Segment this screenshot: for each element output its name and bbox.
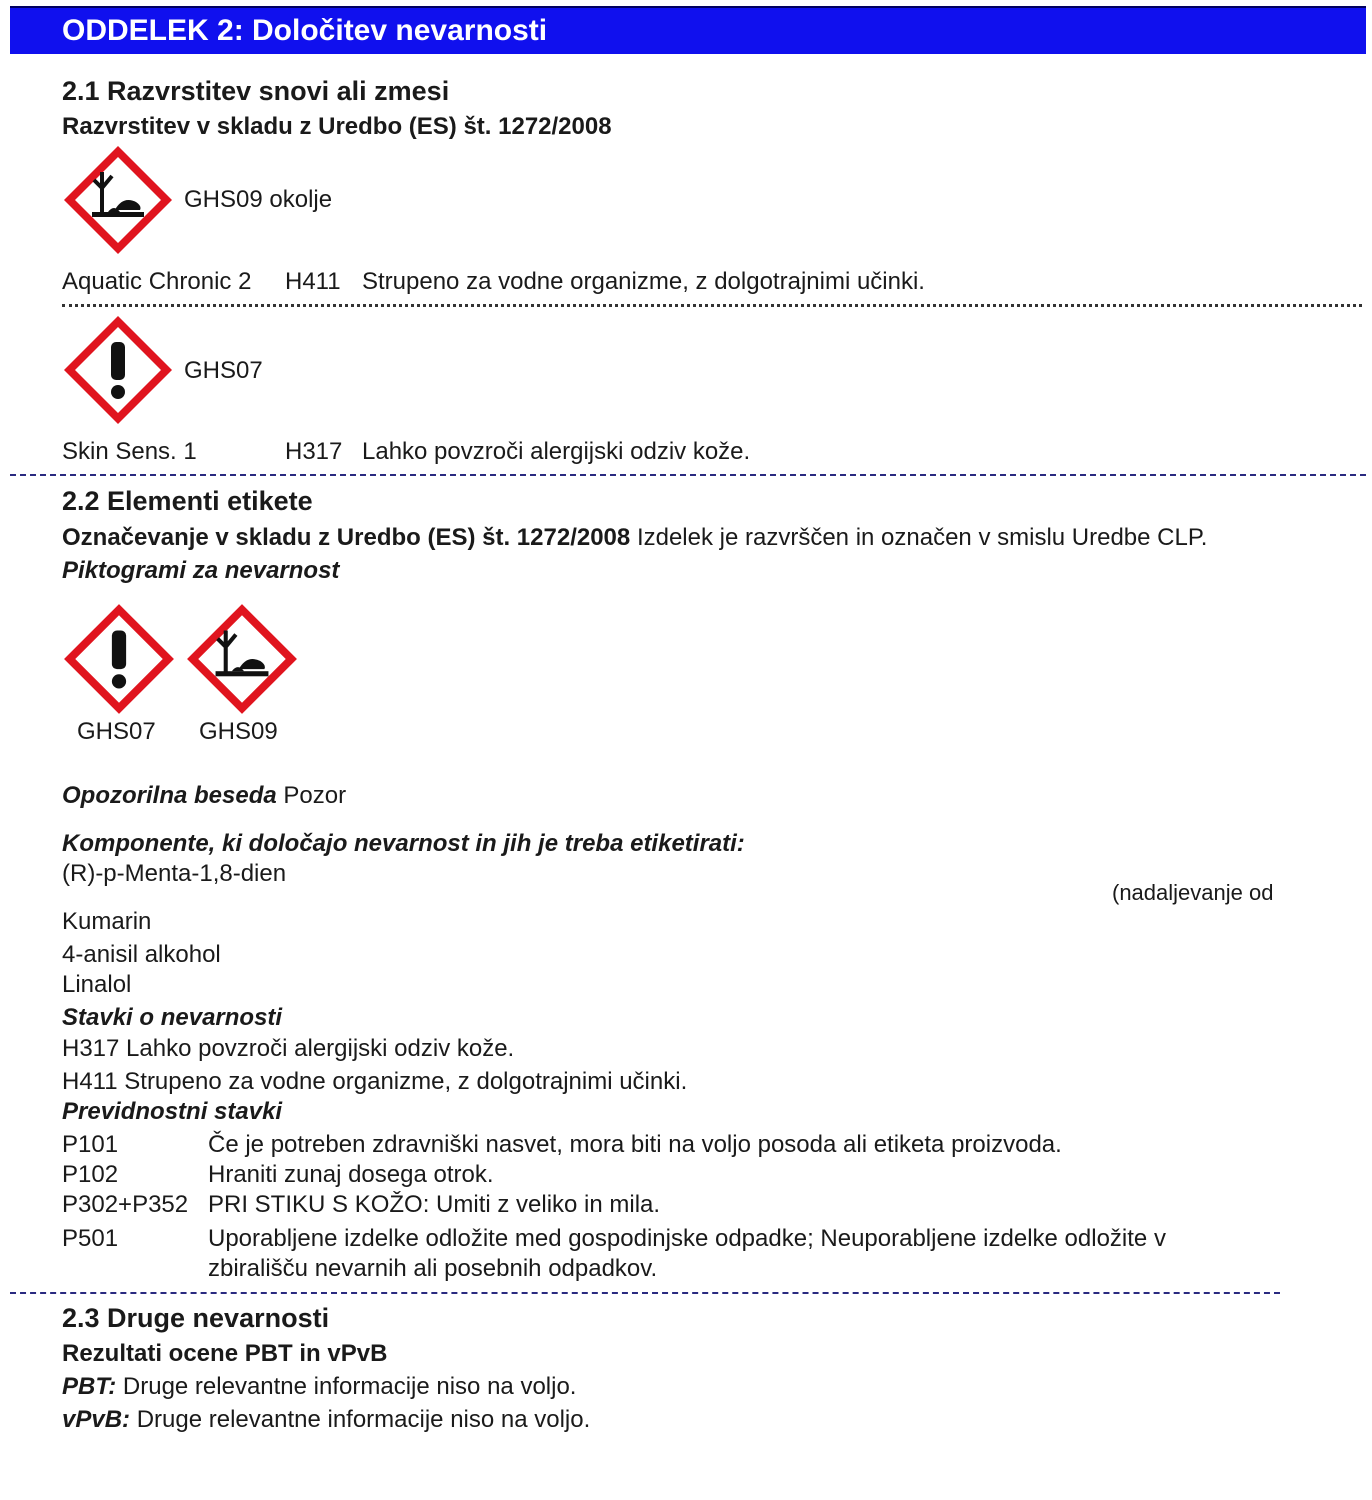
ghs09-pictogram-icon [60, 142, 176, 258]
section-title: ODDELEK 2: Določitev nevarnosti [62, 14, 548, 47]
pictogram-caption: GHS07 [77, 718, 156, 745]
pbt-label: PBT: [62, 1373, 117, 1400]
precaution-text: Uporabljene izdelke odložite med gospodinjske odpadke; Neuporabljene izdelke odložite v [208, 1225, 1166, 1252]
heading-2-1: 2.1 Razvrstitev snovi ali zmesi [62, 76, 450, 106]
vpvb-text: Druge relevantne informacije niso na voljo. [136, 1406, 591, 1433]
signal-word-label: Opozorilna beseda [62, 782, 277, 809]
list-item: 4-anisil alkohol [62, 941, 221, 968]
class2-code: H317 [285, 438, 343, 465]
hazard-statements-heading: Stavki o nevarnosti [62, 1004, 283, 1031]
labelling-bold: Označevanje v skladu z Uredbo (ES) št. 1272/2008 [62, 524, 631, 551]
pbt-text: Druge relevantne informacije niso na voljo. [122, 1373, 577, 1400]
precaution-text: Hraniti zunaj dosega otrok. [208, 1161, 494, 1188]
list-item: Linalol [62, 971, 132, 998]
class1-text: Strupeno za vodne organizme, z dolgotrajnimi učinki. [362, 268, 925, 295]
ghs07-pictogram-icon [60, 600, 178, 718]
continuation-note: (nadaljevanje od [1112, 880, 1274, 905]
class2-text: Lahko povzroči alergijski odziv kože. [362, 438, 751, 465]
labelling-line [62, 524, 1207, 552]
precaution-code: P302+P352 [62, 1191, 189, 1218]
heading-2-3: 2.3 Druge nevarnosti [62, 1303, 330, 1333]
precaution-text-continued: zbirališču nevarnih ali posebnih odpadkov. [208, 1255, 658, 1282]
precaution-text: Če je potreben zdravniški nasvet, mora biti na voljo posoda ali etiketa proizvoda. [208, 1131, 1062, 1158]
pbt-subheading: Rezultati ocene PBT in vPvB [62, 1340, 388, 1367]
signal-word-line [62, 782, 346, 810]
hazard-statement: H317 Lahko povzroči alergijski odziv kože. [62, 1035, 515, 1062]
list-item: (R)-p-Menta-1,8-dien [62, 860, 287, 887]
precaution-heading: Previdnostni stavki [62, 1098, 283, 1125]
pictogram-label-ghs07: GHS07 [184, 357, 263, 384]
ghs07-pictogram-icon [60, 312, 176, 428]
class1-category: Aquatic Chronic 2 [62, 268, 252, 295]
heading-2-2: 2.2 Elementi etikete [62, 486, 313, 516]
vpvb-label: vPvB: [62, 1406, 131, 1433]
section-header [10, 6, 1366, 54]
precaution-code: P501 [62, 1225, 119, 1252]
ghs09-pictogram-icon [183, 600, 301, 718]
classification-subheading: Razvrstitev v skladu z Uredbo (ES) št. 1272/2008 [62, 113, 612, 140]
pbt-line [62, 1373, 576, 1401]
hazard-statement: H411 Strupeno za vodne organizme, z dolgotrajnimi učinki. [62, 1068, 688, 1095]
labelling-text: Izdelek je razvrščen in označen v smislu Uredbe CLP. [636, 524, 1208, 551]
vpvb-line [62, 1406, 590, 1434]
dashed-divider [10, 474, 1366, 476]
pictograms-heading: Piktogrami za nevarnost [62, 557, 340, 584]
class1-code: H411 [285, 268, 341, 295]
class2-category: Skin Sens. 1 [62, 438, 197, 465]
precaution-code: P102 [62, 1161, 119, 1188]
dotted-divider [62, 304, 1362, 307]
signal-word: Pozor [283, 782, 347, 809]
dashed-divider [10, 1292, 1280, 1294]
precaution-code: P101 [62, 1131, 119, 1158]
pictogram-label-ghs09: GHS09 okolje [184, 186, 333, 213]
list-item: Kumarin [62, 908, 152, 935]
precaution-text: PRI STIKU S KOŽO: Umiti z veliko in mila. [208, 1191, 661, 1218]
components-heading: Komponente, ki določajo nevarnost in jih je treba etiketirati: [62, 830, 745, 857]
pictogram-caption: GHS09 [199, 718, 278, 745]
